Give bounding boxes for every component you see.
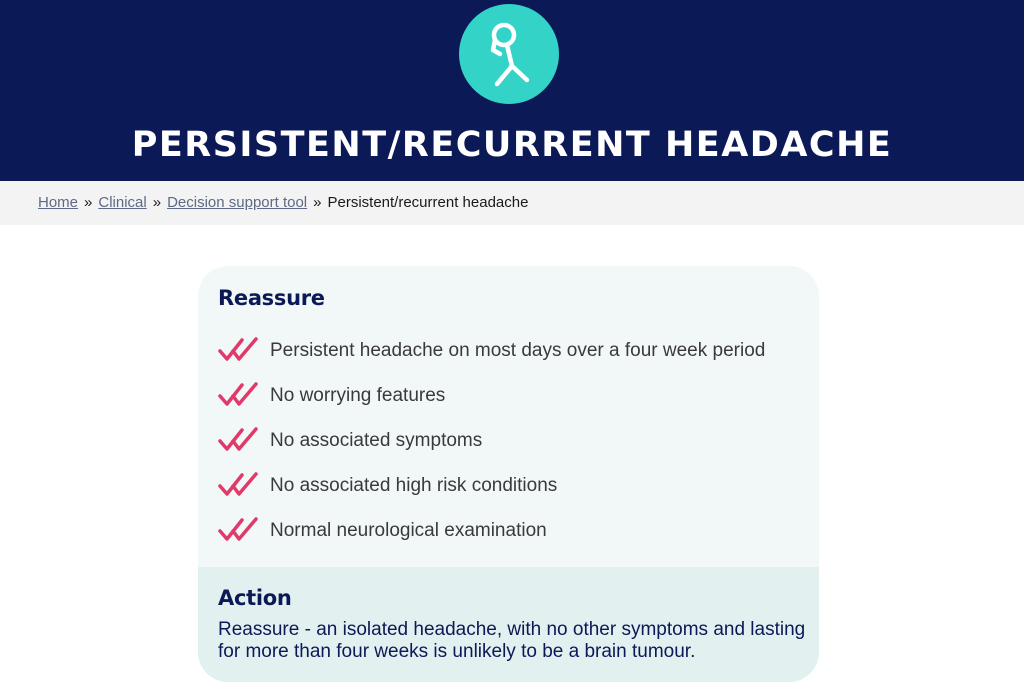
breadcrumb-current: Persistent/recurrent headache: [327, 194, 529, 211]
breadcrumb-link-home[interactable]: Home: [38, 194, 79, 211]
criteria-text: No worrying features: [270, 385, 446, 406]
action-heading: Action: [218, 586, 292, 610]
double-check-icon: [218, 471, 258, 499]
criteria-text: No associated high risk conditions: [270, 475, 558, 496]
criteria-text: Normal neurological examination: [270, 520, 547, 541]
breadcrumb-bar: [0, 181, 1024, 225]
criteria-text: Persistent headache on most days over a four week period: [270, 340, 766, 361]
double-check-icon: [218, 336, 258, 364]
double-check-icon: [218, 426, 258, 454]
person-holding-head-icon: [459, 4, 559, 104]
breadcrumb-link-decision-support-tool[interactable]: Decision support tool: [167, 194, 308, 211]
action-section: [198, 567, 819, 682]
page-header: [0, 0, 1024, 181]
double-check-icon: [218, 381, 258, 409]
guidance-card: [198, 266, 819, 682]
breadcrumb-separator: »: [152, 194, 162, 211]
double-check-icon: [218, 516, 258, 544]
breadcrumb-separator: »: [313, 194, 322, 211]
breadcrumb-link-clinical[interactable]: Clinical: [98, 194, 147, 211]
page-title: PERSISTENT/RECURRENT HEADACHE: [131, 125, 893, 165]
action-text: Reassure - an isolated headache, with no other symptoms and lasting for more than four weeks is unlikely to be a brain tumour.: [218, 619, 806, 662]
reassure-heading: Reassure: [218, 286, 325, 310]
criteria-text: No associated symptoms: [270, 430, 483, 451]
breadcrumb-separator: »: [84, 194, 93, 211]
breadcrumb: [38, 194, 528, 212]
